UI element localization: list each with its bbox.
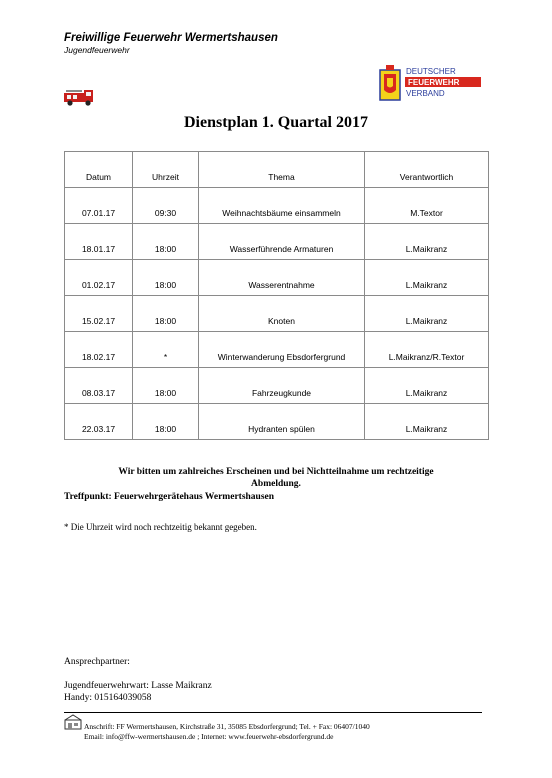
contact-label: Ansprechpartner: <box>64 657 130 667</box>
header-responsible: Verantwortlich <box>365 152 489 188</box>
footer-text <box>84 722 370 742</box>
dfv-logo-line1: DEUTSCHER <box>406 67 456 76</box>
table-row <box>65 260 489 296</box>
cell-date: 15.02.17 <box>65 296 133 332</box>
time-footnote: * Die Uhrzeit wird noch rechtzeitig bekannt gegeben. <box>64 522 257 532</box>
cell-topic: Wasserentnahme <box>199 260 365 296</box>
cell-topic: Wasserführende Armaturen <box>199 224 365 260</box>
contact-phone: Handy: 015164039058 <box>64 693 152 703</box>
table-row <box>65 332 489 368</box>
document-title: Dienstplan 1. Quartal 2017 <box>183 114 368 131</box>
cell-time: 09:30 <box>133 188 199 224</box>
unit-name: Jugendfeuerwehr <box>64 45 130 55</box>
contact-person: Jugendfeuerwehrwart: Lasse Maikranz <box>64 681 212 691</box>
table-row <box>65 404 489 440</box>
dfv-logo-line3: VERBAND <box>406 89 445 98</box>
cell-topic: Weihnachtsbäume einsammeln <box>199 188 365 224</box>
cell-responsible: L.Maikranz <box>365 368 489 404</box>
attendance-request-line2: Abmeldung. <box>251 479 301 489</box>
cell-date: 18.02.17 <box>65 332 133 368</box>
attendance-request-line1: Wir bitten um zahlreiches Erscheinen und bei Nichtteilnahme um rechtzeitige <box>118 467 434 477</box>
dfv-logo-icon <box>378 62 484 106</box>
cell-responsible: M.Textor <box>365 188 489 224</box>
cell-topic: Knoten <box>199 296 365 332</box>
cell-date: 22.03.17 <box>65 404 133 440</box>
header-date: Datum <box>65 152 133 188</box>
table-header-row <box>65 152 489 188</box>
cell-responsible: L.Maikranz/R.Textor <box>365 332 489 368</box>
cell-time: 18:00 <box>133 224 199 260</box>
cell-responsible: L.Maikranz <box>365 260 489 296</box>
cell-date: 08.03.17 <box>65 368 133 404</box>
cell-topic: Hydranten spülen <box>199 404 365 440</box>
header-topic: Thema <box>199 152 365 188</box>
cell-time: * <box>133 332 199 368</box>
table-row <box>65 368 489 404</box>
cell-time: 18:00 <box>133 296 199 332</box>
fire-truck-icon <box>64 88 94 106</box>
cell-topic: Winterwanderung Ebsdorfergrund <box>199 332 365 368</box>
cell-date: 07.01.17 <box>65 188 133 224</box>
cell-responsible: L.Maikranz <box>365 224 489 260</box>
table-row <box>65 296 489 332</box>
contact-block <box>64 656 212 704</box>
cell-responsible: L.Maikranz <box>365 296 489 332</box>
meeting-point: Treffpunkt: Feuerwehrgerätehaus Wermertshausen <box>64 492 275 502</box>
cell-responsible: L.Maikranz <box>365 404 489 440</box>
fire-station-icon <box>64 714 82 730</box>
footer-divider <box>64 712 482 713</box>
cell-topic: Fahrzeugkunde <box>199 368 365 404</box>
cell-time: 18:00 <box>133 260 199 296</box>
organization-name: Freiwillige Feuerwehr Wermertshausen <box>64 32 278 44</box>
footer-address: Anschrift: FF Wermertshausen, Kirchstraße 31, 35085 Ebsdorfergrund; Tel. + Fax: 06407/1040 <box>84 722 370 731</box>
cell-time: 18:00 <box>133 404 199 440</box>
cell-date: 01.02.17 <box>65 260 133 296</box>
attendance-request <box>0 466 552 490</box>
dfv-logo-line2: FEUERWEHR <box>408 78 460 87</box>
table-row <box>65 224 489 260</box>
cell-date: 18.01.17 <box>65 224 133 260</box>
footer-contact: Email: info@ffw-wermertshausen.de ; Internet: www.feuerwehr-ebsdorfergrund.de <box>84 732 334 741</box>
cell-time: 18:00 <box>133 368 199 404</box>
schedule-table <box>64 151 489 440</box>
header-time: Uhrzeit <box>133 152 199 188</box>
table-row <box>65 188 489 224</box>
